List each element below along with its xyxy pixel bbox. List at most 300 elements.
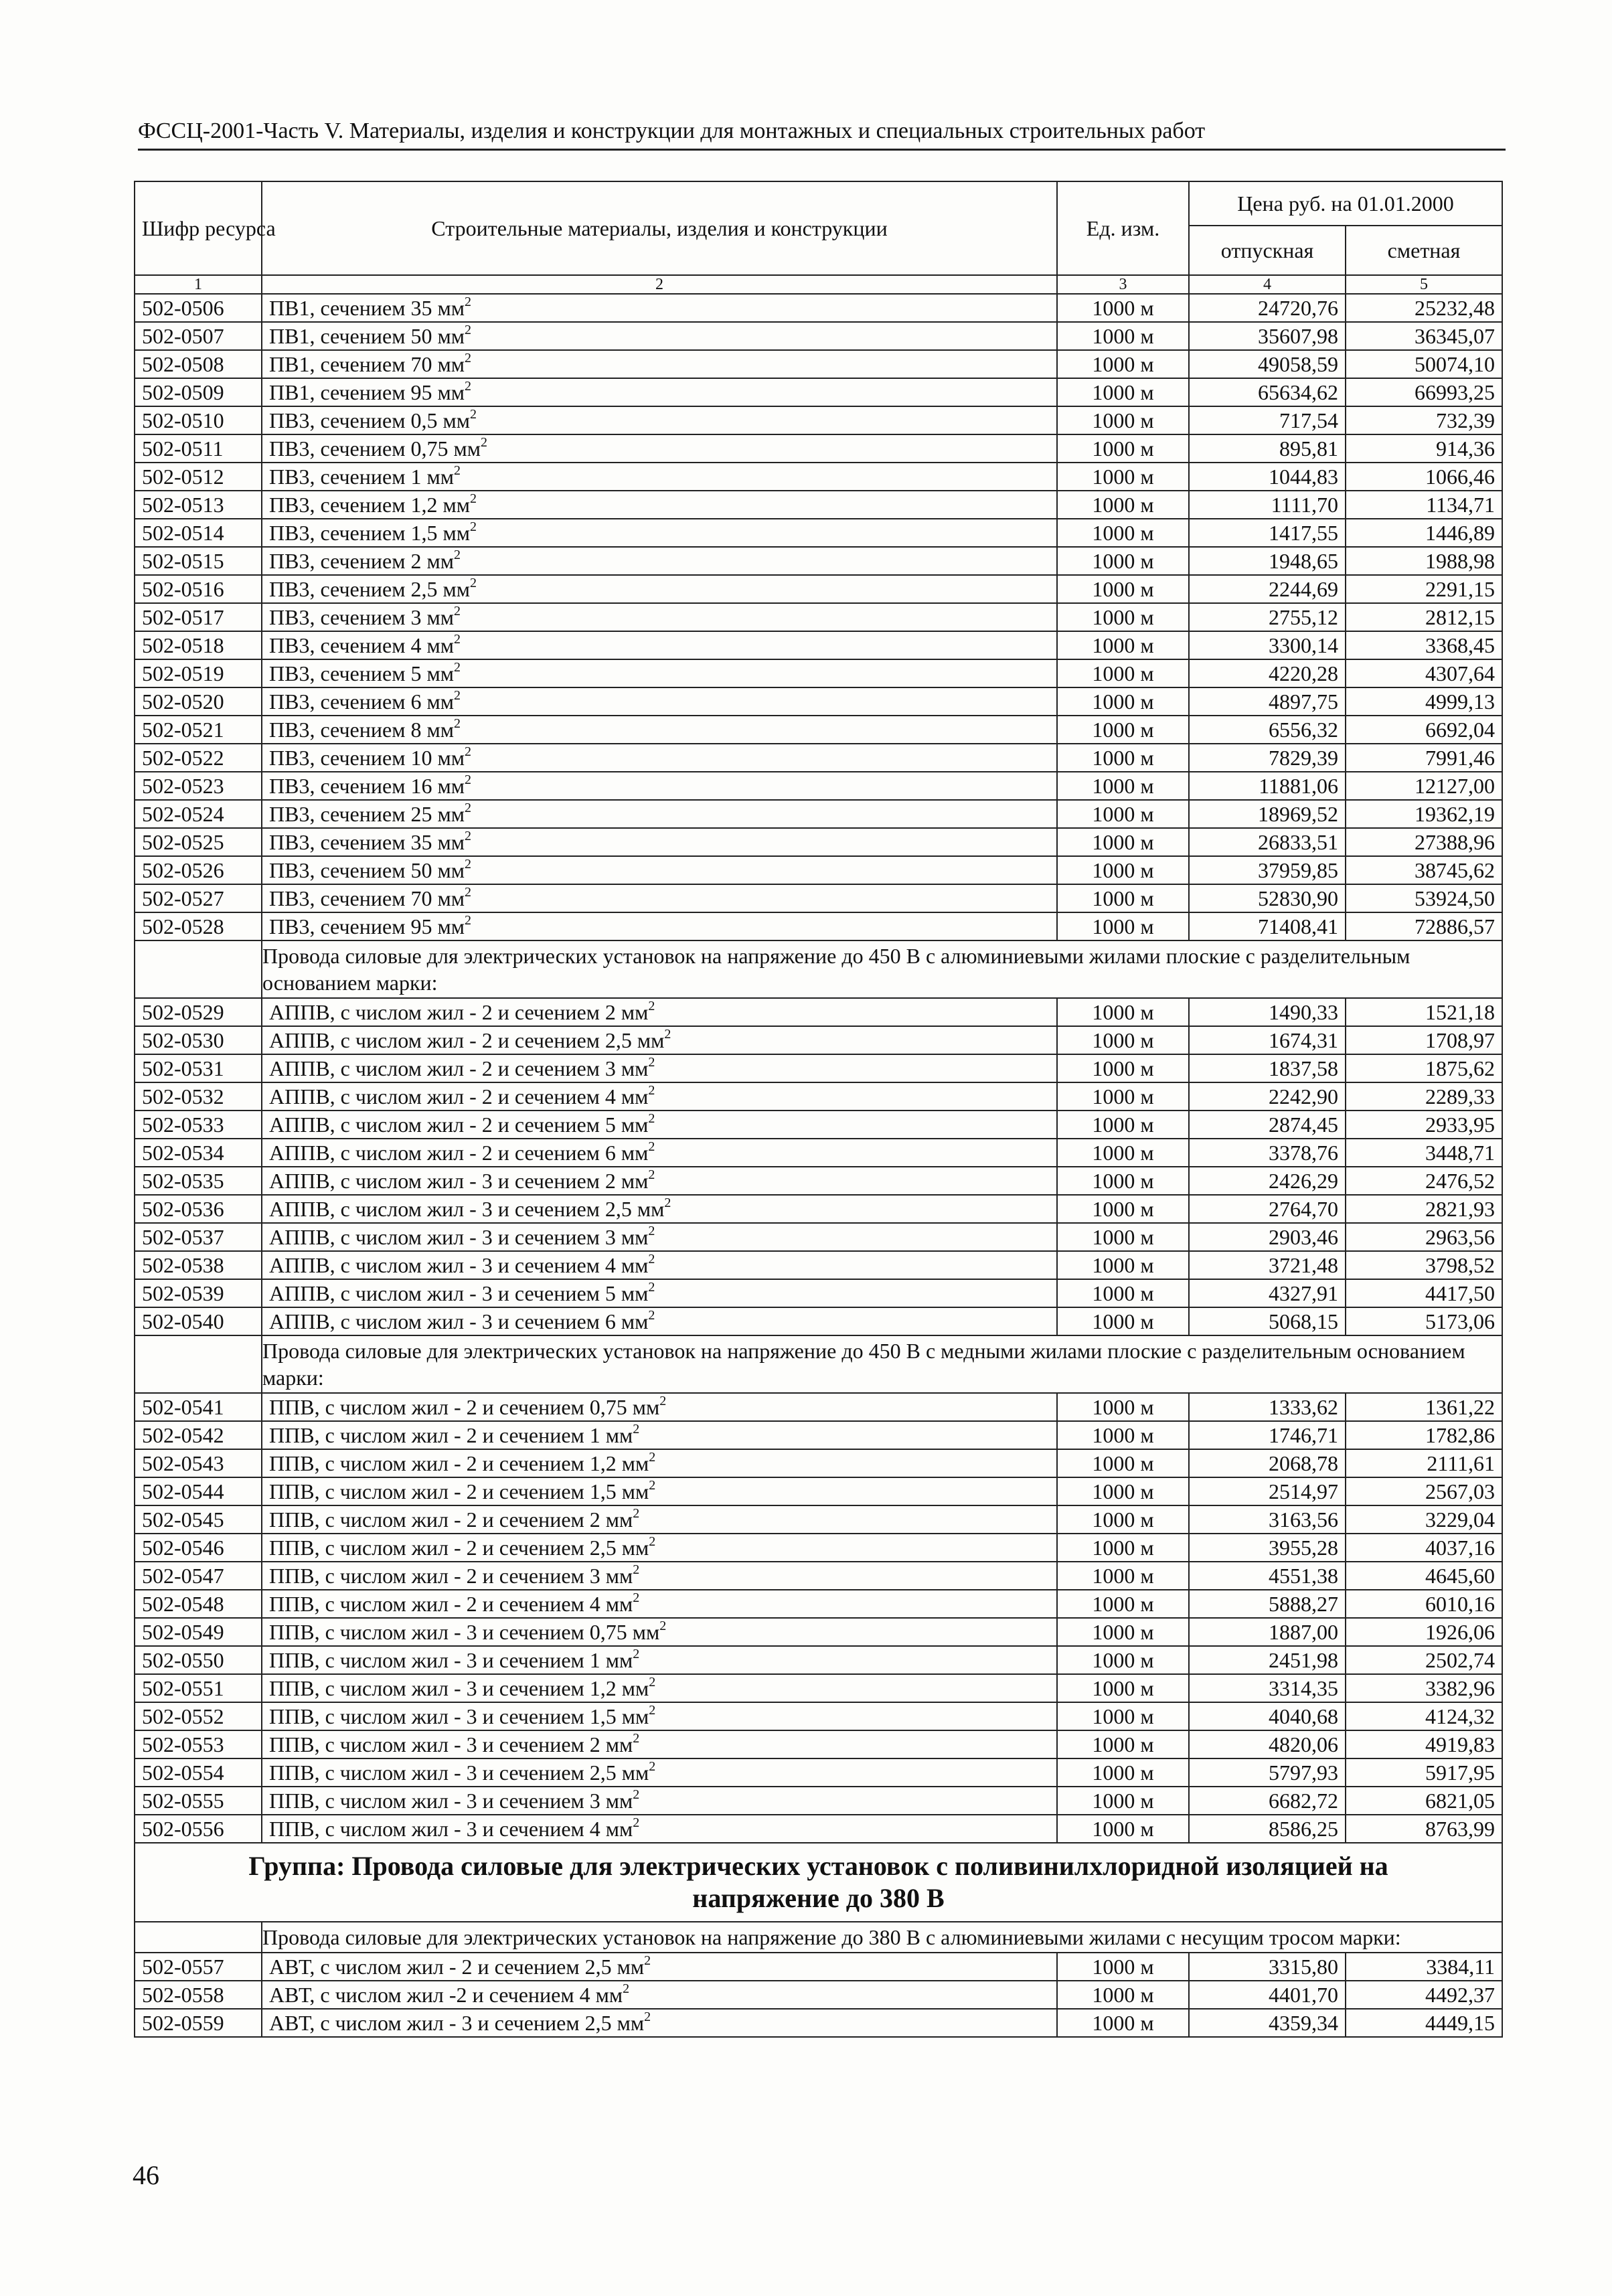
- unit: 1000 м: [1057, 322, 1189, 350]
- superscript: 2: [649, 1450, 656, 1465]
- material-name-text: ППВ, с числом жил - 3 и сечением 1 мм: [269, 1648, 633, 1672]
- material-name-text: ППВ, с числом жил - 2 и сечением 0,75 мм: [269, 1395, 660, 1419]
- release-price: 2764,70: [1189, 1195, 1346, 1223]
- col-header-price-group: Цена руб. на 01.01.2000: [1189, 181, 1502, 226]
- material-name-text: ПВ3, сечением 5 мм: [269, 661, 454, 685]
- material-name: [262, 406, 1057, 434]
- release-price: 2244,69: [1189, 575, 1346, 603]
- superscript: 2: [633, 1422, 640, 1437]
- material-name: [262, 1618, 1057, 1646]
- estimate-price: 4417,50: [1346, 1279, 1502, 1307]
- estimate-price: 914,36: [1346, 434, 1502, 463]
- superscript: 2: [648, 1055, 655, 1070]
- unit: 1000 м: [1057, 1981, 1189, 2009]
- superscript: 2: [649, 1478, 656, 1493]
- material-name: [262, 434, 1057, 463]
- estimate-price: 66993,25: [1346, 378, 1502, 406]
- estimate-price: 50074,10: [1346, 350, 1502, 378]
- superscript: 2: [664, 1196, 671, 1210]
- unit: 1000 м: [1057, 547, 1189, 575]
- release-price: 895,81: [1189, 434, 1346, 463]
- resource-code: 502-0543: [135, 1449, 262, 1477]
- unit: 1000 м: [1057, 519, 1189, 547]
- estimate-price: 3798,52: [1346, 1251, 1502, 1279]
- resource-code: 502-0528: [135, 912, 262, 940]
- material-name-text: АППВ, с числом жил - 3 и сечением 2 мм: [269, 1169, 649, 1193]
- table-row: [135, 884, 1502, 912]
- estimate-price: 25232,48: [1346, 294, 1502, 322]
- superscript: 2: [464, 295, 471, 309]
- unit: 1000 м: [1057, 1674, 1189, 1702]
- table-row: [135, 744, 1502, 772]
- release-price: 3314,35: [1189, 1674, 1346, 1702]
- material-name-text: АППВ, с числом жил - 3 и сечением 3 мм: [269, 1225, 649, 1249]
- material-name: [262, 687, 1057, 716]
- estimate-price: 27388,96: [1346, 828, 1502, 856]
- resource-code: 502-0552: [135, 1702, 262, 1730]
- release-price: 18969,52: [1189, 800, 1346, 828]
- estimate-price: 4307,64: [1346, 659, 1502, 687]
- release-price: 71408,41: [1189, 912, 1346, 940]
- unit: 1000 м: [1057, 800, 1189, 828]
- release-price: 1111,70: [1189, 491, 1346, 519]
- superscript: 2: [649, 1534, 656, 1549]
- section-note-row: [135, 940, 1502, 998]
- unit: 1000 м: [1057, 687, 1189, 716]
- note-blank-cell: [135, 940, 262, 998]
- resource-code: 502-0510: [135, 406, 262, 434]
- superscript: 2: [633, 1731, 640, 1746]
- release-price: 24720,76: [1189, 294, 1346, 322]
- resource-code: 502-0511: [135, 434, 262, 463]
- estimate-price: 2567,03: [1346, 1477, 1502, 1505]
- resource-code: 502-0523: [135, 772, 262, 800]
- material-name-text: ПВ3, сечением 6 мм: [269, 689, 454, 714]
- col-header-code: Шифр ресурса: [135, 181, 262, 275]
- table-row: [135, 378, 1502, 406]
- estimate-price: 1708,97: [1346, 1026, 1502, 1054]
- estimate-price: 7991,46: [1346, 744, 1502, 772]
- estimate-price: 4449,15: [1346, 2009, 1502, 2037]
- estimate-price: 6692,04: [1346, 716, 1502, 744]
- resource-code: 502-0527: [135, 884, 262, 912]
- table-row: [135, 1421, 1502, 1449]
- material-name-text: ПВ3, сечением 0,5 мм: [269, 408, 470, 432]
- material-name: [262, 2009, 1057, 2037]
- section-note: Провода силовые для электрических установок на напряжение до 450 В с медными жилами плоские с разделительным основанием марки:: [262, 1335, 1502, 1393]
- superscript: 2: [453, 463, 461, 478]
- table-row: [135, 1307, 1502, 1335]
- material-name-text: ППВ, с числом жил - 2 и сечением 4 мм: [269, 1592, 633, 1616]
- superscript: 2: [464, 913, 471, 928]
- release-price: 6682,72: [1189, 1787, 1346, 1815]
- table-row: [135, 2009, 1502, 2037]
- unit: 1000 м: [1057, 491, 1189, 519]
- resource-code: 502-0535: [135, 1167, 262, 1195]
- estimate-price: 4919,83: [1346, 1730, 1502, 1758]
- page-number: 46: [133, 2160, 159, 2190]
- resource-code: 502-0558: [135, 1981, 262, 2009]
- release-price: 3955,28: [1189, 1534, 1346, 1562]
- material-name: [262, 1505, 1057, 1534]
- resource-code: 502-0537: [135, 1223, 262, 1251]
- material-name-text: ПВ1, сечением 70 мм: [269, 352, 465, 376]
- col-number: 5: [1346, 275, 1502, 294]
- resource-code: 502-0507: [135, 322, 262, 350]
- unit: 1000 м: [1057, 1590, 1189, 1618]
- resource-code: 502-0550: [135, 1646, 262, 1674]
- material-name-text: ПВ3, сечением 8 мм: [269, 718, 454, 742]
- superscript: 2: [648, 1167, 655, 1182]
- release-price: 1948,65: [1189, 547, 1346, 575]
- release-price: 5797,93: [1189, 1758, 1346, 1787]
- superscript: 2: [644, 1953, 651, 1968]
- estimate-price: 2289,33: [1346, 1082, 1502, 1111]
- material-name: [262, 1223, 1057, 1251]
- material-name-text: ППВ, с числом жил - 3 и сечением 1,5 мм: [269, 1704, 649, 1728]
- release-price: 1490,33: [1189, 998, 1346, 1026]
- material-name: [262, 1026, 1057, 1054]
- materials-price-table: [134, 181, 1503, 2038]
- material-name-text: ПВ3, сечением 16 мм: [269, 774, 465, 798]
- resource-code: 502-0512: [135, 463, 262, 491]
- unit: 1000 м: [1057, 1477, 1189, 1505]
- release-price: 35607,98: [1189, 322, 1346, 350]
- estimate-price: 5917,95: [1346, 1758, 1502, 1787]
- table-row: [135, 1026, 1502, 1054]
- unit: 1000 м: [1057, 631, 1189, 659]
- unit: 1000 м: [1057, 1505, 1189, 1534]
- material-name-text: АППВ, с числом жил - 3 и сечением 2,5 мм: [269, 1197, 665, 1221]
- release-price: 8586,25: [1189, 1815, 1346, 1843]
- table-row: [135, 1251, 1502, 1279]
- superscript: 2: [659, 1394, 667, 1408]
- note-blank-cell: [135, 1922, 262, 1953]
- release-price: 717,54: [1189, 406, 1346, 434]
- material-name-text: АВТ, с числом жил - 2 и сечением 2,5 мм: [269, 1955, 645, 1979]
- unit: 1000 м: [1057, 1195, 1189, 1223]
- release-price: 4327,91: [1189, 1279, 1346, 1307]
- estimate-price: 4492,37: [1346, 1981, 1502, 2009]
- section-note-row: [135, 1922, 1502, 1953]
- resource-code: 502-0554: [135, 1758, 262, 1787]
- release-price: 2514,97: [1189, 1477, 1346, 1505]
- unit: 1000 м: [1057, 575, 1189, 603]
- table-row: [135, 1953, 1502, 1981]
- estimate-price: 1446,89: [1346, 519, 1502, 547]
- material-name: [262, 463, 1057, 491]
- release-price: 37959,85: [1189, 856, 1346, 884]
- material-name: [262, 1421, 1057, 1449]
- material-name-text: АВТ, с числом жил - 3 и сечением 2,5 мм: [269, 2011, 645, 2035]
- release-price: 1674,31: [1189, 1026, 1346, 1054]
- resource-code: 502-0536: [135, 1195, 262, 1223]
- table-row: [135, 1082, 1502, 1111]
- page-header: ФССЦ-2001-Часть V. Материалы, изделия и конструкции для монтажных и специальных строительных работ: [138, 118, 1506, 151]
- release-price: 3378,76: [1189, 1139, 1346, 1167]
- estimate-price: 2963,56: [1346, 1223, 1502, 1251]
- release-price: 7829,39: [1189, 744, 1346, 772]
- material-name: [262, 1758, 1057, 1787]
- superscript: 2: [648, 1280, 655, 1295]
- unit: 1000 м: [1057, 828, 1189, 856]
- material-name-text: АППВ, с числом жил - 3 и сечением 4 мм: [269, 1253, 649, 1277]
- material-name-text: АППВ, с числом жил - 2 и сечением 5 мм: [269, 1113, 649, 1137]
- material-name: [262, 1139, 1057, 1167]
- material-name: [262, 1477, 1057, 1505]
- material-name: [262, 1279, 1057, 1307]
- material-name-text: ППВ, с числом жил - 3 и сечением 4 мм: [269, 1817, 633, 1841]
- estimate-price: 12127,00: [1346, 772, 1502, 800]
- resource-code: 502-0516: [135, 575, 262, 603]
- superscript: 2: [464, 379, 471, 394]
- material-name: [262, 1730, 1057, 1758]
- material-name: [262, 1981, 1057, 2009]
- material-name: [262, 1167, 1057, 1195]
- material-name-text: ПВ3, сечением 70 мм: [269, 886, 465, 910]
- material-name: [262, 1054, 1057, 1082]
- table-row: [135, 322, 1502, 350]
- resource-code: 502-0517: [135, 603, 262, 631]
- material-name: [262, 744, 1057, 772]
- material-name: [262, 1195, 1057, 1223]
- unit: 1000 м: [1057, 1111, 1189, 1139]
- table-row: [135, 1279, 1502, 1307]
- table-row: [135, 603, 1502, 631]
- superscript: 2: [649, 1703, 656, 1718]
- unit: 1000 м: [1057, 603, 1189, 631]
- resource-code: 502-0532: [135, 1082, 262, 1111]
- superscript: 2: [664, 1027, 671, 1042]
- material-name-text: ПВ3, сечением 0,75 мм: [269, 436, 481, 461]
- unit: 1000 м: [1057, 1953, 1189, 1981]
- group-title: Группа: Провода силовые для электрических установок с поливинилхлоридной изоляцией на напряжение до 380 В: [135, 1843, 1502, 1922]
- superscript: 2: [633, 1647, 640, 1661]
- superscript: 2: [464, 744, 471, 759]
- estimate-price: 3229,04: [1346, 1505, 1502, 1534]
- material-name-text: ППВ, с числом жил - 2 и сечением 2 мм: [269, 1507, 633, 1532]
- estimate-price: 1875,62: [1346, 1054, 1502, 1082]
- table-row: [135, 1139, 1502, 1167]
- estimate-price: 2291,15: [1346, 575, 1502, 603]
- table-row: [135, 1477, 1502, 1505]
- superscript: 2: [480, 435, 487, 450]
- estimate-price: 1988,98: [1346, 547, 1502, 575]
- estimate-price: 3448,71: [1346, 1139, 1502, 1167]
- superscript: 2: [648, 1083, 655, 1098]
- table-row: [135, 716, 1502, 744]
- table-row: [135, 1167, 1502, 1195]
- release-price: 1333,62: [1189, 1393, 1346, 1421]
- table-row: [135, 1674, 1502, 1702]
- material-name: [262, 350, 1057, 378]
- superscript: 2: [464, 772, 471, 787]
- col-header-release-price: отпускная: [1189, 226, 1346, 275]
- unit: 1000 м: [1057, 1449, 1189, 1477]
- resource-code: 502-0556: [135, 1815, 262, 1843]
- table-row: [135, 856, 1502, 884]
- resource-code: 502-0539: [135, 1279, 262, 1307]
- resource-code: 502-0525: [135, 828, 262, 856]
- table-row: [135, 1534, 1502, 1562]
- release-price: 4897,75: [1189, 687, 1346, 716]
- note-blank-cell: [135, 1335, 262, 1393]
- col-number: 4: [1189, 275, 1346, 294]
- table-row: [135, 294, 1502, 322]
- estimate-price: 6010,16: [1346, 1590, 1502, 1618]
- resource-code: 502-0534: [135, 1139, 262, 1167]
- material-name: [262, 631, 1057, 659]
- resource-code: 502-0530: [135, 1026, 262, 1054]
- estimate-price: 2812,15: [1346, 603, 1502, 631]
- table-row: [135, 1223, 1502, 1251]
- material-name-text: ПВ3, сечением 1 мм: [269, 465, 454, 489]
- resource-code: 502-0519: [135, 659, 262, 687]
- release-price: 4551,38: [1189, 1562, 1346, 1590]
- estimate-price: 6821,05: [1346, 1787, 1502, 1815]
- superscript: 2: [648, 1308, 655, 1323]
- resource-code: 502-0538: [135, 1251, 262, 1279]
- superscript: 2: [648, 999, 655, 1013]
- material-name-text: АППВ, с числом жил - 3 и сечением 6 мм: [269, 1309, 649, 1333]
- release-price: 1837,58: [1189, 1054, 1346, 1082]
- superscript: 2: [623, 1981, 630, 1996]
- material-name: [262, 856, 1057, 884]
- material-name-text: ПВ3, сечением 50 мм: [269, 858, 465, 882]
- table-row: [135, 1054, 1502, 1082]
- material-name: [262, 1702, 1057, 1730]
- release-price: 11881,06: [1189, 772, 1346, 800]
- superscript: 2: [464, 857, 471, 872]
- resource-code: 502-0557: [135, 1953, 262, 1981]
- material-name: [262, 716, 1057, 744]
- resource-code: 502-0515: [135, 547, 262, 575]
- table-row: [135, 1730, 1502, 1758]
- estimate-price: 732,39: [1346, 406, 1502, 434]
- resource-code: 502-0518: [135, 631, 262, 659]
- table-row: [135, 1111, 1502, 1139]
- estimate-price: 1521,18: [1346, 998, 1502, 1026]
- release-price: 65634,62: [1189, 378, 1346, 406]
- unit: 1000 м: [1057, 378, 1189, 406]
- superscript: 2: [464, 351, 471, 365]
- release-price: 6556,32: [1189, 716, 1346, 744]
- estimate-price: 5173,06: [1346, 1307, 1502, 1335]
- table-row: [135, 1646, 1502, 1674]
- superscript: 2: [633, 1590, 640, 1605]
- resource-code: 502-0533: [135, 1111, 262, 1139]
- release-price: 1417,55: [1189, 519, 1346, 547]
- unit: 1000 м: [1057, 406, 1189, 434]
- release-price: 3315,80: [1189, 1953, 1346, 1981]
- unit: 1000 м: [1057, 1730, 1189, 1758]
- material-name: [262, 1674, 1057, 1702]
- table-row: [135, 1590, 1502, 1618]
- unit: 1000 м: [1057, 912, 1189, 940]
- release-price: 4220,28: [1189, 659, 1346, 687]
- resource-code: 502-0520: [135, 687, 262, 716]
- resource-code: 502-0559: [135, 2009, 262, 2037]
- superscript: 2: [453, 548, 461, 562]
- material-name-text: ПВ3, сечением 95 мм: [269, 914, 465, 938]
- material-name: [262, 800, 1057, 828]
- estimate-price: 1134,71: [1346, 491, 1502, 519]
- material-name-text: ПВ1, сечением 35 мм: [269, 296, 465, 320]
- material-name: [262, 1393, 1057, 1421]
- material-name: [262, 828, 1057, 856]
- release-price: 1746,71: [1189, 1421, 1346, 1449]
- table-row: [135, 491, 1502, 519]
- unit: 1000 м: [1057, 856, 1189, 884]
- material-name: [262, 1251, 1057, 1279]
- resource-code: 502-0531: [135, 1054, 262, 1082]
- resource-code: 502-0547: [135, 1562, 262, 1590]
- resource-code: 502-0521: [135, 716, 262, 744]
- resource-code: 502-0526: [135, 856, 262, 884]
- material-name: [262, 1307, 1057, 1335]
- unit: 1000 м: [1057, 2009, 1189, 2037]
- material-name: [262, 294, 1057, 322]
- material-name-text: ПВ3, сечением 1,2 мм: [269, 493, 470, 517]
- material-name: [262, 1787, 1057, 1815]
- table-row: [135, 519, 1502, 547]
- superscript: 2: [648, 1252, 655, 1266]
- superscript: 2: [469, 491, 477, 506]
- estimate-price: 1782,86: [1346, 1421, 1502, 1449]
- material-name-text: ПВ3, сечением 35 мм: [269, 830, 465, 854]
- unit: 1000 м: [1057, 350, 1189, 378]
- unit: 1000 м: [1057, 1421, 1189, 1449]
- resource-code: 502-0549: [135, 1618, 262, 1646]
- group-title-row: [135, 1843, 1502, 1922]
- table-row: [135, 1449, 1502, 1477]
- table-row: [135, 998, 1502, 1026]
- material-name-text: ППВ, с числом жил - 3 и сечением 3 мм: [269, 1789, 633, 1813]
- table-row: [135, 434, 1502, 463]
- release-price: 3300,14: [1189, 631, 1346, 659]
- table-row: [135, 547, 1502, 575]
- material-name: [262, 998, 1057, 1026]
- material-name: [262, 547, 1057, 575]
- unit: 1000 м: [1057, 744, 1189, 772]
- estimate-price: 3368,45: [1346, 631, 1502, 659]
- table-row: [135, 659, 1502, 687]
- release-price: 2451,98: [1189, 1646, 1346, 1674]
- release-price: 2755,12: [1189, 603, 1346, 631]
- release-price: 52830,90: [1189, 884, 1346, 912]
- release-price: 5068,15: [1189, 1307, 1346, 1335]
- estimate-price: 2933,95: [1346, 1111, 1502, 1139]
- table-body: [135, 294, 1502, 2037]
- table-row: [135, 1758, 1502, 1787]
- material-name: [262, 912, 1057, 940]
- table-row: [135, 1815, 1502, 1843]
- unit: 1000 м: [1057, 772, 1189, 800]
- unit: 1000 м: [1057, 1534, 1189, 1562]
- material-name-text: ППВ, с числом жил - 2 и сечением 2,5 мм: [269, 1536, 649, 1560]
- resource-code: 502-0524: [135, 800, 262, 828]
- superscript: 2: [644, 2010, 651, 2024]
- table-row: [135, 575, 1502, 603]
- unit: 1000 м: [1057, 1251, 1189, 1279]
- unit: 1000 м: [1057, 1307, 1189, 1335]
- material-name-text: ПВ3, сечением 25 мм: [269, 802, 465, 826]
- material-name: [262, 575, 1057, 603]
- release-price: 1044,83: [1189, 463, 1346, 491]
- table-row: [135, 1981, 1502, 2009]
- material-name-text: ПВ3, сечением 3 мм: [269, 605, 454, 629]
- table-row: [135, 1505, 1502, 1534]
